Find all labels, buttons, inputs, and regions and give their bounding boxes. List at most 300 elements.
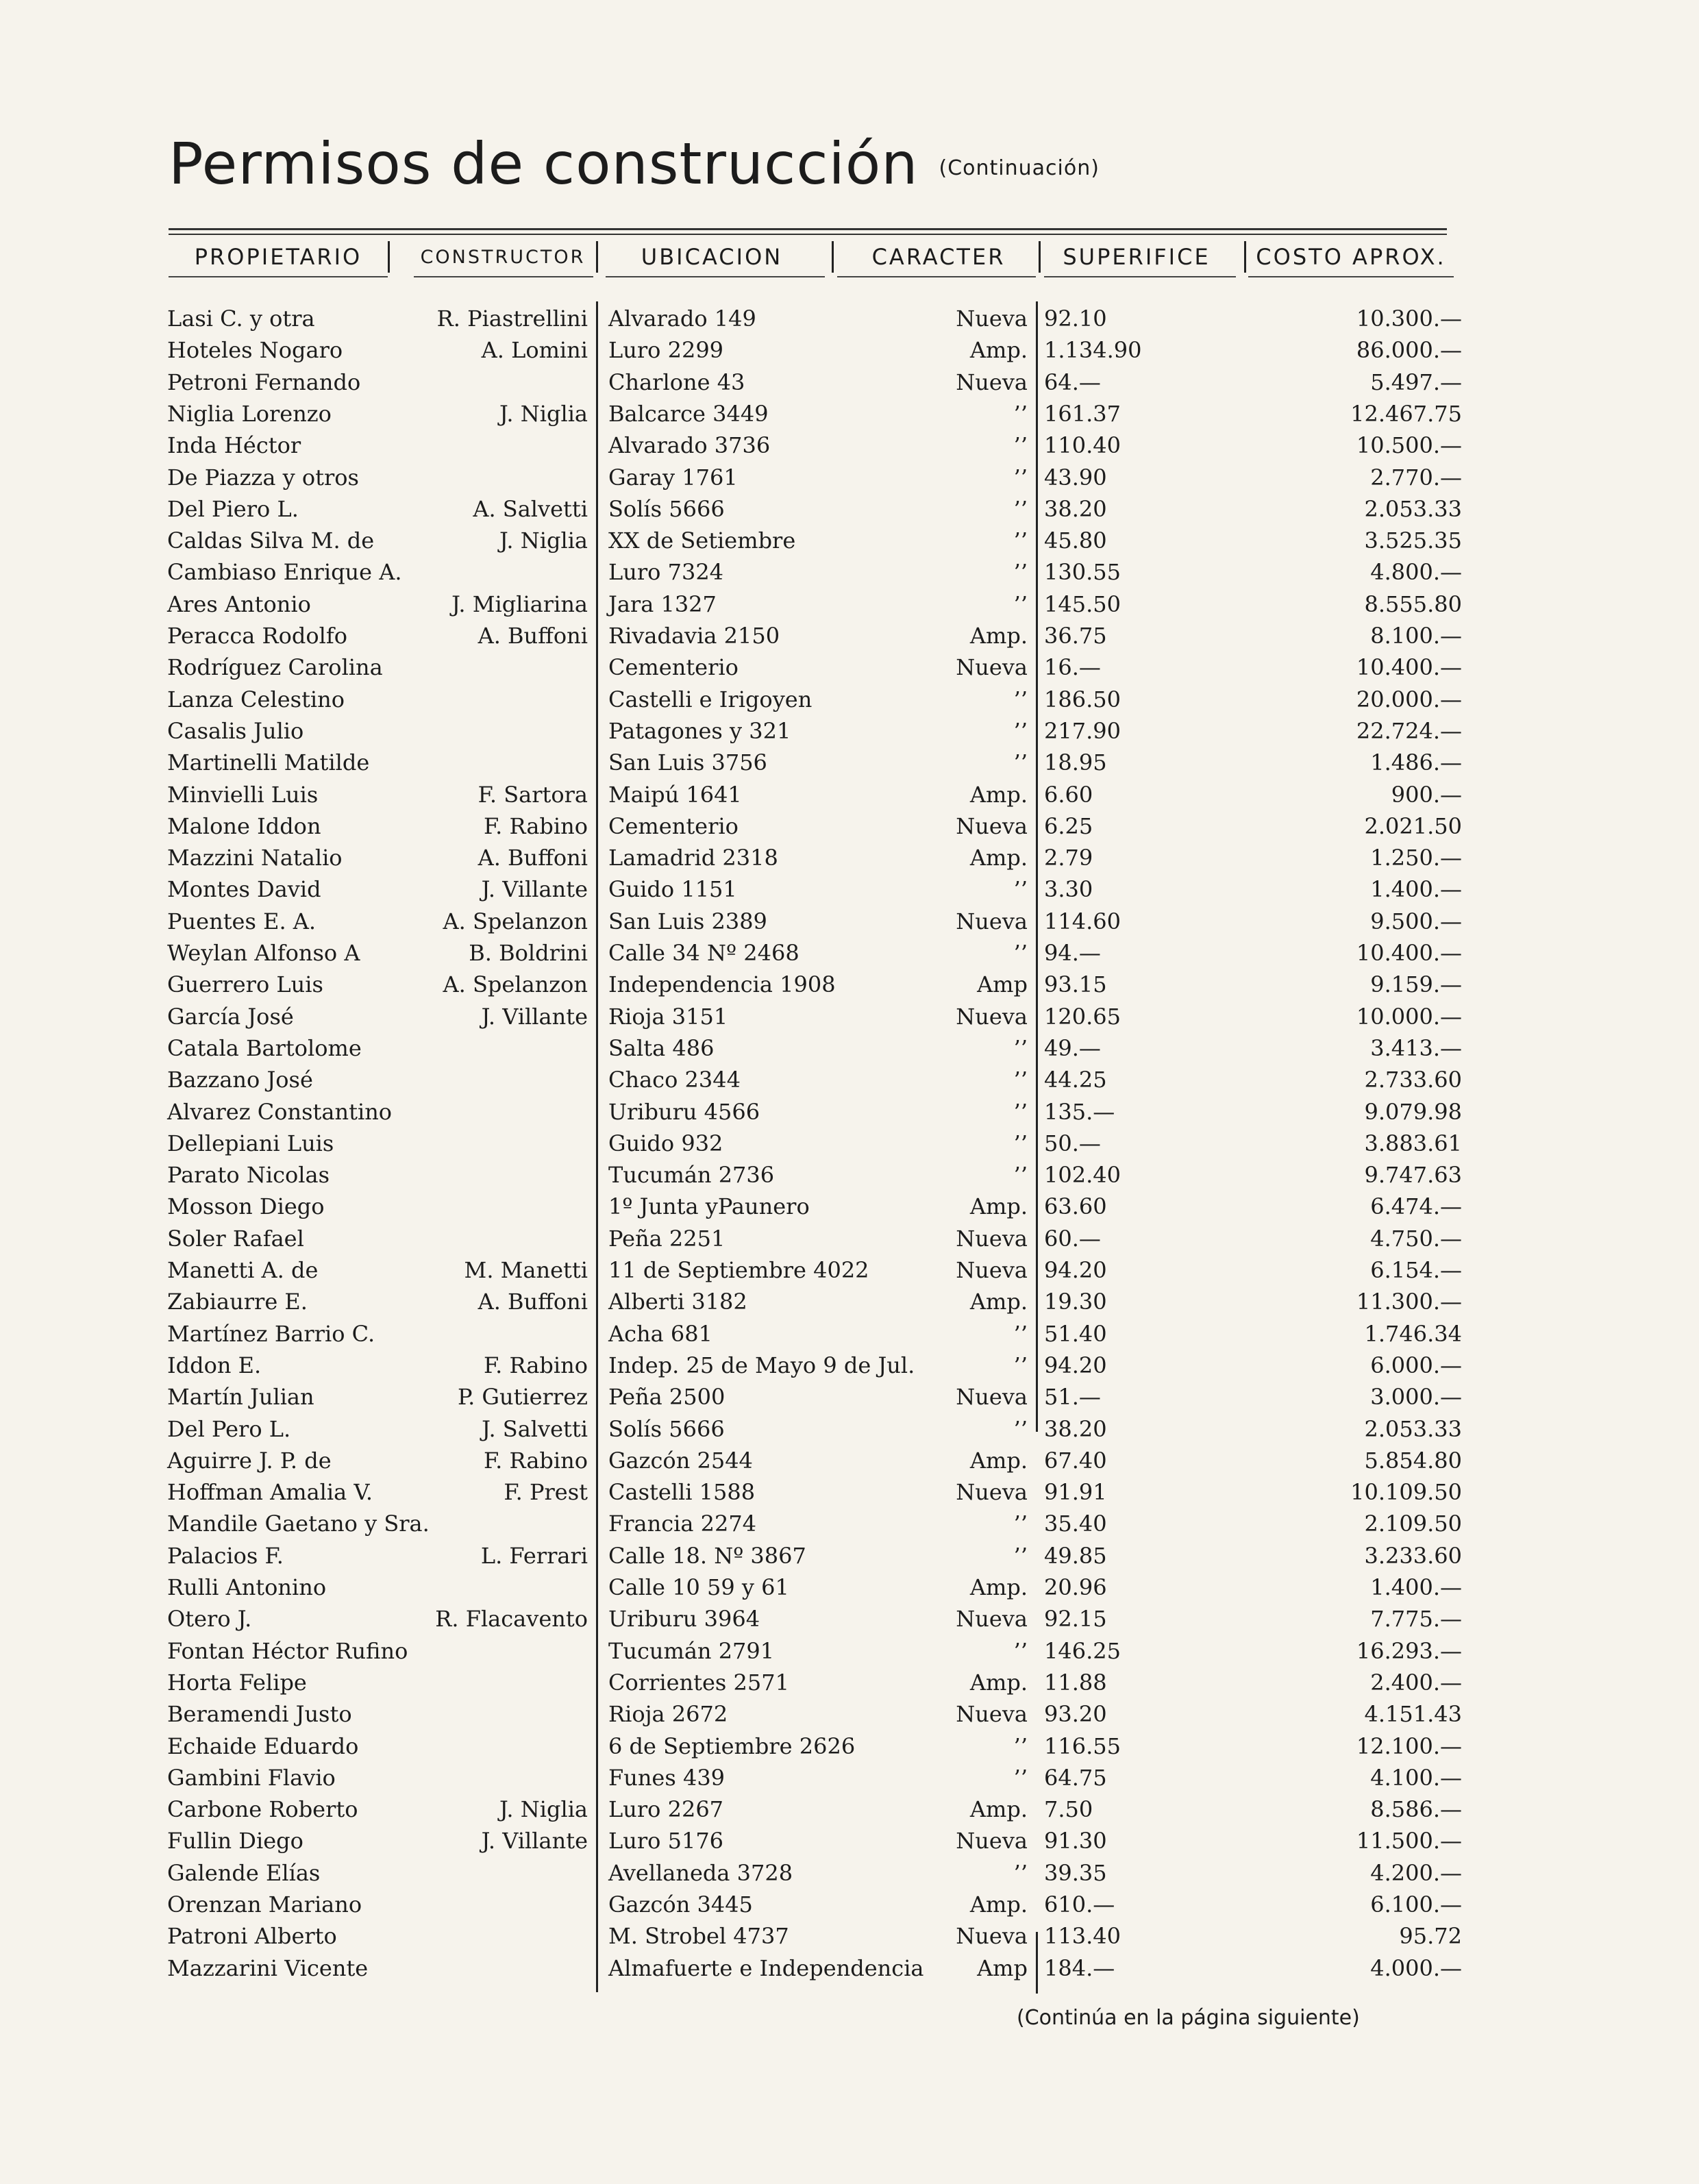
cell-propietario: Catala Bartolome bbox=[167, 1034, 362, 1061]
table-row bbox=[0, 1698, 1699, 1730]
cell-propietario: Mazzarini Vicente bbox=[167, 1955, 369, 1981]
cell-caracter: ’’ bbox=[1013, 1859, 1028, 1886]
table-row bbox=[0, 747, 1699, 778]
page-title-text: Permisos de construcción bbox=[169, 130, 919, 197]
cell-caracter: ’’ bbox=[1013, 1542, 1028, 1569]
cell-superficie: 39.35 bbox=[1044, 1859, 1107, 1886]
cell-superficie: 38.20 bbox=[1044, 1415, 1107, 1442]
table-row bbox=[0, 779, 1699, 810]
cell-propietario: Peracca Rodolfo bbox=[167, 623, 347, 649]
cell-ubicacion: Garay 1761 bbox=[608, 464, 738, 491]
cell-costo: 10.400.— bbox=[1356, 654, 1462, 681]
table-row bbox=[0, 1635, 1699, 1667]
cell-costo: 4.100.— bbox=[1370, 1764, 1462, 1791]
cell-propietario: Manetti A. de bbox=[167, 1257, 319, 1283]
cell-ubicacion: Jara 1327 bbox=[608, 591, 717, 617]
header-separator bbox=[832, 241, 834, 273]
cell-propietario: Martínez Barrio C. bbox=[167, 1320, 375, 1347]
table-row bbox=[0, 652, 1699, 683]
header-separator bbox=[1244, 241, 1246, 273]
table-row bbox=[0, 1857, 1699, 1889]
header-costo: COSTO APROX. bbox=[1256, 244, 1446, 270]
cell-caracter: ’’ bbox=[1013, 591, 1028, 617]
cell-ubicacion: Gazcón 2544 bbox=[608, 1447, 753, 1474]
table-row bbox=[0, 1191, 1699, 1222]
page-subtitle: (Continuación) bbox=[939, 156, 1100, 180]
cell-costo: 3.233.60 bbox=[1364, 1542, 1462, 1569]
cell-propietario: Hoffman Amalia V. bbox=[167, 1479, 373, 1506]
cell-costo: 1.400.— bbox=[1370, 1574, 1462, 1600]
table-row bbox=[0, 1381, 1699, 1413]
cell-ubicacion: 11 de Septiembre 4022 bbox=[608, 1257, 869, 1283]
cell-constructor: A. Buffoni bbox=[478, 623, 588, 649]
table-row bbox=[0, 367, 1699, 398]
cell-ubicacion: Cementerio bbox=[608, 812, 739, 839]
cell-propietario: Minvielli Luis bbox=[167, 781, 319, 808]
table-row bbox=[0, 1159, 1699, 1191]
cell-ubicacion: Castelli e Irigoyen bbox=[608, 686, 813, 712]
cell-costo: 22.724.— bbox=[1356, 717, 1462, 744]
cell-propietario: Mazzini Natalio bbox=[167, 845, 343, 871]
cell-constructor: F. Prest bbox=[504, 1479, 588, 1506]
cell-propietario: Horta Felipe bbox=[167, 1669, 307, 1696]
cell-ubicacion: Guido 1151 bbox=[608, 876, 737, 903]
cell-costo: 2.021.50 bbox=[1364, 812, 1462, 839]
cell-caracter: ’’ bbox=[1013, 686, 1028, 712]
cell-costo: 4.800.— bbox=[1370, 559, 1462, 586]
cell-costo: 2.400.— bbox=[1370, 1669, 1462, 1696]
cell-ubicacion: Rioja 3151 bbox=[608, 1003, 728, 1030]
cell-ubicacion: Almafuerte e Independencia bbox=[608, 1955, 924, 1981]
table-row bbox=[0, 1508, 1699, 1539]
cell-constructor: J. Villante bbox=[481, 1003, 588, 1030]
cell-caracter: ’’ bbox=[1013, 1098, 1028, 1125]
cell-ubicacion: Calle 18. Nº 3867 bbox=[608, 1542, 806, 1569]
header-separator bbox=[1039, 241, 1041, 273]
cell-propietario: Rodríguez Carolina bbox=[167, 654, 383, 681]
cell-constructor: F. Rabino bbox=[483, 812, 588, 839]
cell-caracter: Nueva bbox=[956, 908, 1028, 934]
cell-costo: 2.053.33 bbox=[1364, 495, 1462, 522]
cell-propietario: Lasi C. y otra bbox=[167, 306, 315, 332]
cell-caracter: Nueva bbox=[956, 1479, 1028, 1506]
cell-ubicacion: Gazcón 3445 bbox=[608, 1891, 753, 1918]
table-row bbox=[0, 842, 1699, 873]
cell-ubicacion: Luro 5176 bbox=[608, 1828, 724, 1854]
cell-costo: 4.750.— bbox=[1370, 1225, 1462, 1252]
cell-superficie: 50.— bbox=[1044, 1130, 1101, 1156]
cell-costo: 5.497.— bbox=[1370, 369, 1462, 395]
cell-ubicacion: Corrientes 2571 bbox=[608, 1669, 789, 1696]
cell-superficie: 18.95 bbox=[1044, 749, 1107, 776]
cell-propietario: Martinelli Matilde bbox=[167, 749, 370, 776]
table-row bbox=[0, 906, 1699, 937]
cell-ubicacion: Charlone 43 bbox=[608, 369, 745, 395]
header-ubicacion: UBICACION bbox=[641, 244, 783, 270]
cell-caracter: ’’ bbox=[1013, 1320, 1028, 1347]
cell-costo: 9.079.98 bbox=[1364, 1098, 1462, 1125]
cell-caracter: ’’ bbox=[1013, 1764, 1028, 1791]
cell-caracter: ’’ bbox=[1013, 528, 1028, 554]
cell-costo: 9.159.— bbox=[1370, 971, 1462, 998]
cell-costo: 2.770.— bbox=[1370, 464, 1462, 491]
cell-ubicacion: Salta 486 bbox=[608, 1034, 715, 1061]
cell-propietario: Guerrero Luis bbox=[167, 971, 323, 998]
table-row bbox=[0, 493, 1699, 525]
cell-superficie: 3.30 bbox=[1044, 876, 1093, 903]
header-superifice: SUPERIFICE bbox=[1063, 244, 1211, 270]
cell-superficie: 102.40 bbox=[1044, 1162, 1121, 1189]
header-underline bbox=[169, 276, 388, 277]
cell-caracter: Nueva bbox=[956, 1003, 1028, 1030]
cell-costo: 1.746.34 bbox=[1364, 1320, 1462, 1347]
cell-ubicacion: Balcarce 3449 bbox=[608, 400, 769, 427]
cell-ubicacion: Uriburu 3964 bbox=[608, 1606, 760, 1633]
cell-propietario: Ares Antonio bbox=[167, 591, 311, 617]
cell-ubicacion: Lamadrid 2318 bbox=[608, 845, 778, 871]
table-row bbox=[0, 1540, 1699, 1572]
cell-propietario: Iddon E. bbox=[167, 1352, 262, 1378]
cell-propietario: Puentes E. A. bbox=[167, 908, 317, 934]
cell-superficie: 38.20 bbox=[1044, 495, 1107, 522]
cell-constructor: R. Piastrellini bbox=[436, 306, 588, 332]
cell-propietario: Inda Héctor bbox=[167, 432, 301, 459]
cell-caracter: ’’ bbox=[1013, 749, 1028, 776]
cell-ubicacion: Patagones y 321 bbox=[608, 717, 791, 744]
cell-ubicacion: Luro 2299 bbox=[608, 337, 724, 364]
table-row bbox=[0, 1762, 1699, 1794]
cell-costo: 9.500.— bbox=[1370, 908, 1462, 934]
table-row bbox=[0, 1603, 1699, 1635]
cell-caracter: Amp. bbox=[969, 1796, 1028, 1823]
table-row bbox=[0, 1476, 1699, 1508]
cell-costo: 3.883.61 bbox=[1364, 1130, 1462, 1156]
cell-costo: 95.72 bbox=[1399, 1923, 1462, 1950]
table-row bbox=[0, 873, 1699, 905]
header-underline bbox=[1044, 276, 1236, 277]
cell-ubicacion: Castelli 1588 bbox=[608, 1479, 756, 1506]
cell-propietario: Martín Julian bbox=[167, 1384, 314, 1411]
cell-propietario: Orenzan Mariano bbox=[167, 1891, 362, 1918]
cell-propietario: Del Piero L. bbox=[167, 495, 299, 522]
cell-ubicacion: Indep. 25 de Mayo 9 de Jul. bbox=[608, 1352, 915, 1378]
table-row bbox=[0, 1825, 1699, 1857]
cell-constructor: J. Niglia bbox=[499, 400, 588, 427]
cell-ubicacion: 1º Junta yPaunero bbox=[608, 1193, 810, 1220]
cell-costo: 900.— bbox=[1391, 781, 1462, 808]
cell-superficie: 94.— bbox=[1044, 940, 1101, 966]
cell-constructor: A. Lomini bbox=[481, 337, 588, 364]
table-row bbox=[0, 430, 1699, 461]
cell-propietario: Weylan Alfonso A bbox=[167, 940, 360, 966]
cell-costo: 9.747.63 bbox=[1364, 1162, 1462, 1189]
table-row bbox=[0, 1730, 1699, 1762]
cell-propietario: García José bbox=[167, 1003, 294, 1030]
cell-superficie: 94.20 bbox=[1044, 1257, 1107, 1283]
cell-propietario: Casalis Julio bbox=[167, 717, 304, 744]
cell-superficie: 43.90 bbox=[1044, 464, 1107, 491]
cell-ubicacion: Luro 2267 bbox=[608, 1796, 724, 1823]
table-row bbox=[0, 715, 1699, 747]
cell-superficie: 1.134.90 bbox=[1044, 337, 1142, 364]
cell-ubicacion: Chaco 2344 bbox=[608, 1067, 741, 1093]
cell-caracter: ’’ bbox=[1013, 1352, 1028, 1378]
table-row bbox=[0, 1889, 1699, 1920]
cell-costo: 86.000.— bbox=[1356, 337, 1462, 364]
cell-superficie: 64.75 bbox=[1044, 1764, 1107, 1791]
cell-propietario: Fullin Diego bbox=[167, 1828, 303, 1854]
cell-caracter: ’’ bbox=[1013, 1162, 1028, 1189]
cell-caracter: ’’ bbox=[1013, 1733, 1028, 1759]
cell-constructor: A. Spelanzon bbox=[443, 908, 588, 934]
cell-costo: 8.100.— bbox=[1370, 623, 1462, 649]
table-row bbox=[0, 334, 1699, 366]
cell-constructor: J. Niglia bbox=[499, 528, 588, 554]
table-row bbox=[0, 1445, 1699, 1476]
cell-ubicacion: Uriburu 4566 bbox=[608, 1098, 760, 1125]
cell-costo: 1.250.— bbox=[1370, 845, 1462, 871]
cell-superficie: 44.25 bbox=[1044, 1067, 1107, 1093]
cell-ubicacion: Peña 2251 bbox=[608, 1225, 726, 1252]
cell-propietario: Aguirre J. P. de bbox=[167, 1447, 332, 1474]
cell-ubicacion: Peña 2500 bbox=[608, 1384, 726, 1411]
cell-superficie: 6.60 bbox=[1044, 781, 1093, 808]
cell-superficie: 114.60 bbox=[1044, 908, 1121, 934]
cell-propietario: Bazzano José bbox=[167, 1067, 313, 1093]
header-underline bbox=[1248, 276, 1454, 277]
cell-propietario: Montes David bbox=[167, 876, 321, 903]
cell-superficie: 93.15 bbox=[1044, 971, 1107, 998]
cell-superficie: 67.40 bbox=[1044, 1447, 1107, 1474]
cell-superficie: 51.— bbox=[1044, 1384, 1101, 1411]
cell-propietario: Otero J. bbox=[167, 1606, 252, 1633]
cell-superficie: 116.55 bbox=[1044, 1733, 1121, 1759]
cell-costo: 7.775.— bbox=[1370, 1606, 1462, 1633]
cell-ubicacion: Maipú 1641 bbox=[608, 781, 742, 808]
cell-propietario: Del Pero L. bbox=[167, 1415, 291, 1442]
cell-ubicacion: Tucumán 2791 bbox=[608, 1637, 775, 1664]
cell-superficie: 130.55 bbox=[1044, 559, 1121, 586]
cell-superficie: 92.15 bbox=[1044, 1606, 1107, 1633]
cell-constructor: J. Niglia bbox=[499, 1796, 588, 1823]
cell-propietario: Soler Rafael bbox=[167, 1225, 304, 1252]
cell-costo: 3.525.35 bbox=[1364, 528, 1462, 554]
continuation-note: (Continúa en la página siguiente) bbox=[1017, 2006, 1360, 2030]
cell-caracter: ’’ bbox=[1013, 1637, 1028, 1664]
cell-superficie: 63.60 bbox=[1044, 1193, 1107, 1220]
cell-caracter: Amp. bbox=[969, 1289, 1028, 1315]
table-row bbox=[0, 1952, 1699, 1984]
header-constructor: CONSTRUCTOR bbox=[420, 246, 586, 268]
cell-caracter: Amp. bbox=[969, 1574, 1028, 1600]
cell-ubicacion: Solís 5666 bbox=[608, 495, 725, 522]
cell-constructor: M. Manetti bbox=[464, 1257, 588, 1283]
cell-ubicacion: Calle 10 59 y 61 bbox=[608, 1574, 789, 1600]
cell-costo: 8.555.80 bbox=[1364, 591, 1462, 617]
cell-superficie: 92.10 bbox=[1044, 306, 1107, 332]
cell-caracter: Amp. bbox=[969, 1669, 1028, 1696]
cell-propietario: Rulli Antonino bbox=[167, 1574, 327, 1600]
cell-superficie: 610.— bbox=[1044, 1891, 1115, 1918]
cell-costo: 10.000.— bbox=[1356, 1003, 1462, 1030]
cell-costo: 12.467.75 bbox=[1350, 400, 1462, 427]
cell-ubicacion: Alvarado 149 bbox=[608, 306, 756, 332]
cell-propietario: Fontan Héctor Rufino bbox=[167, 1637, 408, 1664]
cell-superficie: 6.25 bbox=[1044, 812, 1093, 839]
cell-propietario: De Piazza y otros bbox=[167, 464, 359, 491]
cell-costo: 3.413.— bbox=[1370, 1034, 1462, 1061]
cell-caracter: Amp. bbox=[969, 781, 1028, 808]
cell-superficie: 146.25 bbox=[1044, 1637, 1121, 1664]
cell-superficie: 186.50 bbox=[1044, 686, 1121, 712]
cell-constructor: L. Ferrari bbox=[480, 1542, 588, 1569]
cell-caracter: Amp. bbox=[969, 1447, 1028, 1474]
cell-constructor: A. Spelanzon bbox=[443, 971, 588, 998]
cell-superficie: 217.90 bbox=[1044, 717, 1121, 744]
table-row bbox=[0, 684, 1699, 715]
header-underline bbox=[837, 276, 1036, 277]
cell-costo: 5.854.80 bbox=[1364, 1447, 1462, 1474]
table-row bbox=[0, 969, 1699, 1000]
table-row bbox=[0, 810, 1699, 842]
cell-caracter: Nueva bbox=[956, 1828, 1028, 1854]
cell-costo: 11.300.— bbox=[1356, 1289, 1462, 1315]
cell-costo: 10.500.— bbox=[1356, 432, 1462, 459]
cell-caracter: ’’ bbox=[1013, 464, 1028, 491]
cell-constructor: J. Salvetti bbox=[482, 1415, 588, 1442]
table-row bbox=[0, 303, 1699, 334]
cell-propietario: Echaide Eduardo bbox=[167, 1733, 359, 1759]
cell-costo: 6.154.— bbox=[1370, 1257, 1462, 1283]
top-rule bbox=[169, 228, 1447, 230]
cell-propietario: Parato Nicolas bbox=[167, 1162, 330, 1189]
header-propietario: PROPIETARIO bbox=[194, 244, 362, 270]
cell-caracter: Amp. bbox=[969, 337, 1028, 364]
table-row bbox=[0, 1413, 1699, 1445]
cell-caracter: Amp. bbox=[969, 1891, 1028, 1918]
cell-propietario: Caldas Silva M. de bbox=[167, 528, 375, 554]
table-row bbox=[0, 462, 1699, 493]
header-underline bbox=[606, 276, 825, 277]
cell-costo: 12.100.— bbox=[1356, 1733, 1462, 1759]
cell-superficie: 49.— bbox=[1044, 1034, 1101, 1061]
header-underline bbox=[414, 276, 593, 277]
cell-caracter: Nueva bbox=[956, 1257, 1028, 1283]
cell-caracter: Nueva bbox=[956, 1923, 1028, 1950]
cell-propietario: Beramendi Justo bbox=[167, 1701, 352, 1728]
cell-superficie: 2.79 bbox=[1044, 845, 1093, 871]
cell-costo: 1.486.— bbox=[1370, 749, 1462, 776]
cell-caracter: Amp. bbox=[969, 623, 1028, 649]
table-row bbox=[0, 937, 1699, 969]
cell-constructor: R. Flacavento bbox=[435, 1606, 588, 1633]
cell-propietario: Hoteles Nogaro bbox=[167, 337, 343, 364]
cell-caracter: Nueva bbox=[956, 306, 1028, 332]
cell-superficie: 51.40 bbox=[1044, 1320, 1107, 1347]
cell-constructor: F. Rabino bbox=[483, 1352, 588, 1378]
cell-ubicacion: Avellaneda 3728 bbox=[608, 1859, 793, 1886]
cell-costo: 1.400.— bbox=[1370, 876, 1462, 903]
cell-superficie: 120.65 bbox=[1044, 1003, 1121, 1030]
cell-propietario: Petroni Fernando bbox=[167, 369, 361, 395]
cell-caracter: ’’ bbox=[1013, 1034, 1028, 1061]
cell-caracter: ’’ bbox=[1013, 400, 1028, 427]
table-row bbox=[0, 1001, 1699, 1032]
cell-ubicacion: Alvarado 3736 bbox=[608, 432, 771, 459]
cell-superficie: 135.— bbox=[1044, 1098, 1115, 1125]
cell-ubicacion: Solís 5666 bbox=[608, 1415, 725, 1442]
cell-ubicacion: Independencia 1908 bbox=[608, 971, 836, 998]
cell-costo: 4.200.— bbox=[1370, 1859, 1462, 1886]
cell-constructor: F. Rabino bbox=[483, 1447, 588, 1474]
cell-caracter: Amp. bbox=[969, 1193, 1028, 1220]
cell-constructor: J. Migliarina bbox=[451, 591, 588, 617]
cell-caracter: ’’ bbox=[1013, 717, 1028, 744]
cell-superficie: 16.— bbox=[1044, 654, 1101, 681]
table-row bbox=[0, 1794, 1699, 1825]
cell-caracter: Nueva bbox=[956, 1606, 1028, 1633]
cell-propietario: Niglia Lorenzo bbox=[167, 400, 332, 427]
cell-caracter: Nueva bbox=[956, 1701, 1028, 1728]
cell-caracter: Nueva bbox=[956, 1384, 1028, 1411]
cell-caracter: ’’ bbox=[1013, 1415, 1028, 1442]
cell-propietario: Patroni Alberto bbox=[167, 1923, 337, 1950]
cell-costo: 2.053.33 bbox=[1364, 1415, 1462, 1442]
cell-propietario: Mandile Gaetano y Sra. bbox=[167, 1511, 430, 1537]
cell-superficie: 91.30 bbox=[1044, 1828, 1107, 1854]
cell-caracter: ’’ bbox=[1013, 559, 1028, 586]
cell-costo: 2.733.60 bbox=[1364, 1067, 1462, 1093]
cell-costo: 8.586.— bbox=[1370, 1796, 1462, 1823]
cell-superficie: 113.40 bbox=[1044, 1923, 1121, 1950]
cell-propietario: Lanza Celestino bbox=[167, 686, 345, 712]
cell-ubicacion: Rivadavia 2150 bbox=[608, 623, 780, 649]
cell-costo: 10.400.— bbox=[1356, 940, 1462, 966]
table-row bbox=[0, 398, 1699, 430]
cell-ubicacion: Rioja 2672 bbox=[608, 1701, 728, 1728]
cell-ubicacion: 6 de Septiembre 2626 bbox=[608, 1733, 856, 1759]
cell-costo: 3.000.— bbox=[1370, 1384, 1462, 1411]
table-row bbox=[0, 1096, 1699, 1128]
cell-constructor: A. Salvetti bbox=[473, 495, 588, 522]
cell-caracter: ’’ bbox=[1013, 876, 1028, 903]
table-row bbox=[0, 525, 1699, 556]
cell-propietario: Alvarez Constantino bbox=[167, 1098, 393, 1125]
cell-propietario: Gambini Flavio bbox=[167, 1764, 336, 1791]
cell-caracter: Nueva bbox=[956, 1225, 1028, 1252]
cell-costo: 11.500.— bbox=[1356, 1828, 1462, 1854]
cell-superficie: 35.40 bbox=[1044, 1511, 1107, 1537]
cell-ubicacion: M. Strobel 4737 bbox=[608, 1923, 789, 1950]
cell-ubicacion: Guido 932 bbox=[608, 1130, 723, 1156]
cell-costo: 16.293.— bbox=[1356, 1637, 1462, 1664]
cell-superficie: 110.40 bbox=[1044, 432, 1121, 459]
cell-superficie: 19.30 bbox=[1044, 1289, 1107, 1315]
table-row bbox=[0, 1254, 1699, 1286]
cell-costo: 20.000.— bbox=[1356, 686, 1462, 712]
cell-caracter: ’’ bbox=[1013, 495, 1028, 522]
cell-caracter: Amp bbox=[977, 971, 1028, 998]
header-separator bbox=[388, 241, 390, 273]
cell-ubicacion: Cementerio bbox=[608, 654, 739, 681]
cell-superficie: 7.50 bbox=[1044, 1796, 1093, 1823]
cell-superficie: 45.80 bbox=[1044, 528, 1107, 554]
cell-superficie: 161.37 bbox=[1044, 400, 1121, 427]
cell-ubicacion: XX de Setiembre bbox=[608, 528, 796, 554]
cell-superficie: 184.— bbox=[1044, 1955, 1115, 1981]
cell-costo: 6.100.— bbox=[1370, 1891, 1462, 1918]
cell-superficie: 49.85 bbox=[1044, 1542, 1107, 1569]
